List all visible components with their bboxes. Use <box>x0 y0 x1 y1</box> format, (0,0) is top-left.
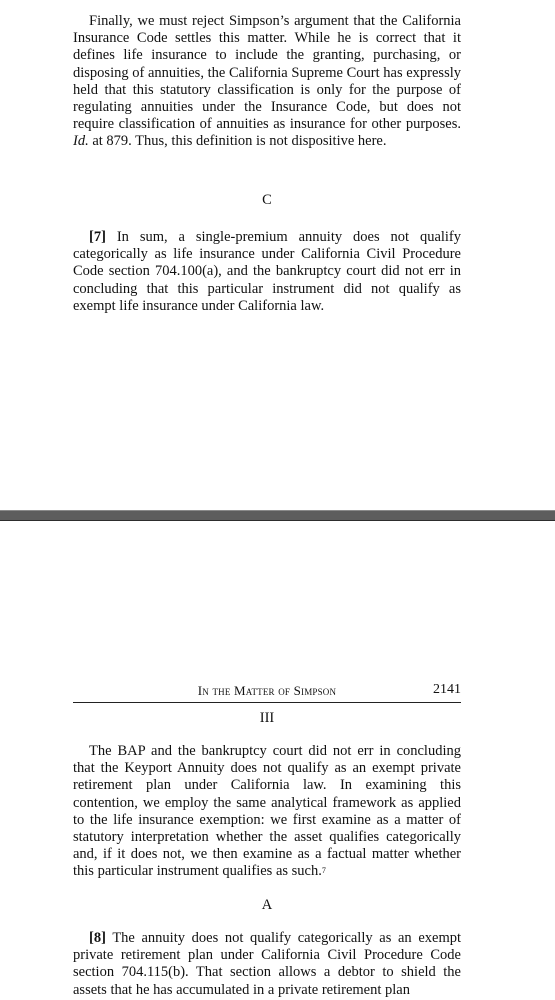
paragraph-summary <box>73 229 461 315</box>
running-title: In the Matter of Simpson <box>197 683 337 698</box>
headnote-number-7: [7] <box>89 229 106 245</box>
section-heading-a: A <box>261 897 273 913</box>
paragraph-annuity-exemption-text: The annuity does not qualify categorically as an exempt private retirement plan under California Civil Procedure Code section 704.115(b). That section allows a debtor to shield the assets that he has accumulated in a private retirement plan <box>73 930 461 998</box>
paragraph-insurance-code-citation-text: at 879. Thus, this definition is not dispositive here. <box>92 133 387 150</box>
paragraph-insurance-code-text: Finally, we must reject Simpson’s argument that the California Insurance Code settles this matter. While he is correct that it defines life insurance to include the granting, purchasing, or disposing of annuities, the California Supreme Court has expressly held that this statutory classification is only for the purpose of regulating annuities under the Insurance Code, but does not require classification of annuities as insurance for other purposes. <box>73 13 461 133</box>
paragraph-summary-text: In sum, a single-premium annuity does not qualify categorically as life insurance under California Civil Procedure Code section 704.100(a), and the bankruptcy court did not err in concluding that this particular instrument did not qualify as exempt life insurance under California law. <box>73 229 462 314</box>
headnote-number-8: [8] <box>89 930 106 946</box>
running-header <box>73 682 461 703</box>
paragraph-retirement-plan-text: The BAP and the bankruptcy court did not err in concluding that the Keyport Annuity does not qualify as an exempt private retirement plan under California law. In examining this contention, we employ the same analytical framework as applied to the life insurance exemption: we first examine as a matter of statutory interpretation whether the asset qualifies categorically and, if it does not, we then examine as a factual matter whether this particular instrument qualifies as such. <box>73 743 461 880</box>
paragraph-annuity-exemption <box>73 930 461 999</box>
section-heading-c: C <box>262 192 272 208</box>
paragraph-insurance-code <box>73 13 461 151</box>
section-heading-iii: III <box>259 710 275 726</box>
page-number: 2141 <box>433 682 461 697</box>
footnote-marker-7: 7 <box>321 866 326 876</box>
citation-id: Id. <box>73 133 89 150</box>
page-separator <box>0 510 555 521</box>
lower-page <box>0 521 555 1000</box>
paragraph-retirement-plan <box>73 743 461 881</box>
